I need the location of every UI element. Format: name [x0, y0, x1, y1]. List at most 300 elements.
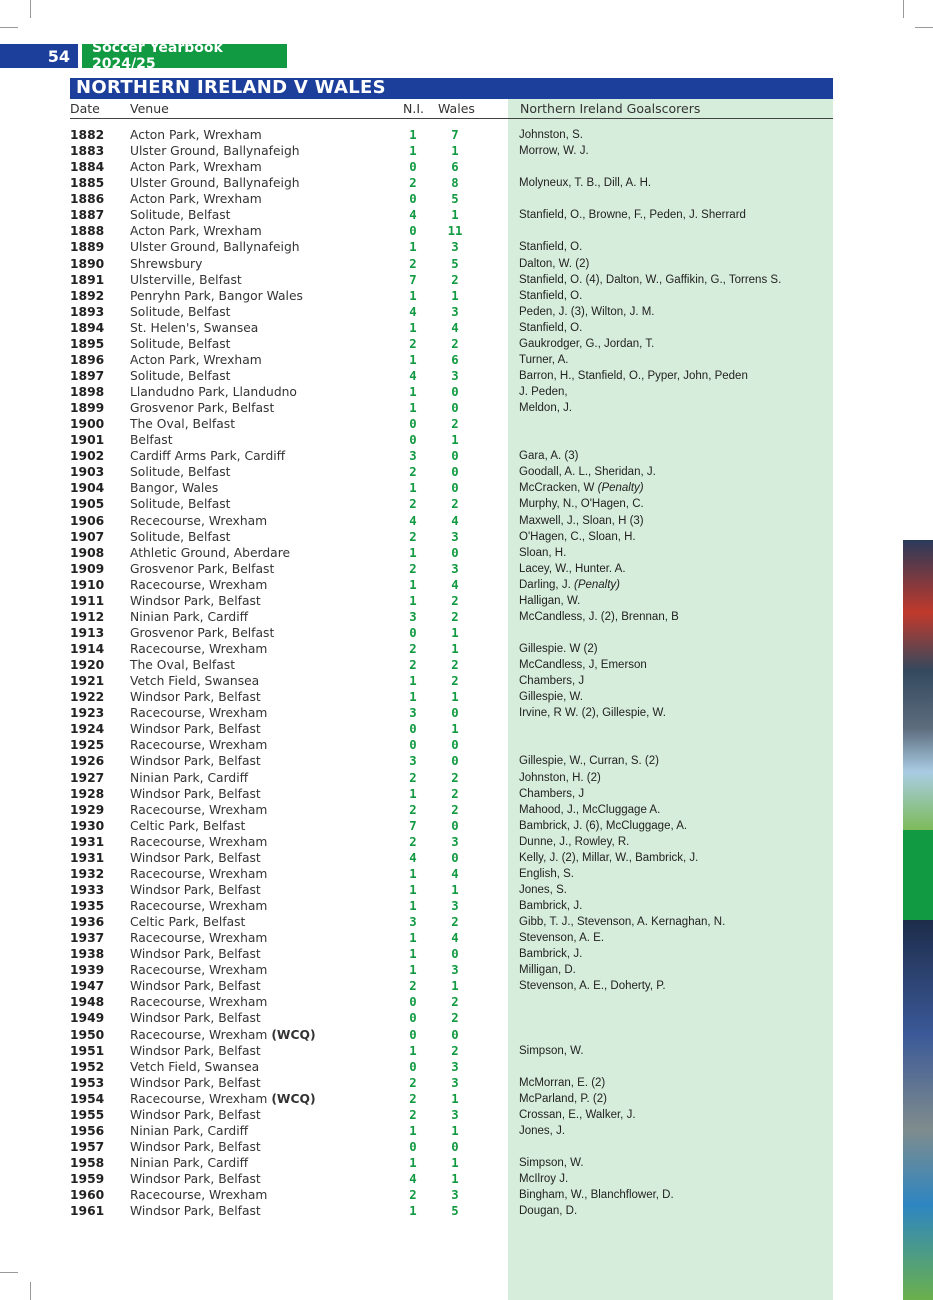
table-row — [0, 609, 933, 625]
match-venue-cell — [130, 1043, 261, 1059]
match-venue: Racecourse, Wrexham — [130, 866, 268, 881]
table-row — [0, 625, 933, 641]
match-venue: Acton Park, Wrexham — [130, 224, 262, 239]
wales-score: 7 — [451, 128, 459, 142]
crop-mark — [30, 1282, 31, 1300]
goalscorers: Bambrick, J. — [519, 948, 583, 961]
table-row — [0, 753, 933, 769]
table-row — [0, 464, 933, 480]
goalscorers: McParland, P. (2) — [519, 1092, 607, 1105]
wales-score: 6 — [451, 352, 459, 367]
goalscorers: Milligan, D. — [519, 964, 576, 977]
match-venue-cell — [130, 272, 242, 288]
wales-score: 1 — [451, 1172, 459, 1187]
match-venue: Windsor Park, Belfast — [130, 979, 261, 994]
goalscorers-cell — [519, 753, 659, 769]
wales-score: 2 — [451, 770, 459, 785]
goalscorers-cell — [519, 914, 725, 930]
match-year: 1926 — [70, 754, 105, 769]
ni-score: 3 — [409, 706, 417, 721]
table-row — [0, 545, 933, 561]
goalscorers-cell — [519, 786, 584, 802]
match-year: 1930 — [70, 818, 105, 833]
goalscorers: Stanfield, O. — [519, 321, 583, 334]
wales-score: 0 — [451, 706, 459, 721]
match-venue: Ulster Ground, Ballynafeigh — [130, 144, 300, 159]
table-row — [0, 368, 933, 384]
ni-score: 0 — [409, 1059, 417, 1074]
ni-score: 4 — [409, 368, 417, 383]
table-row — [0, 1043, 933, 1059]
ni-score: 1 — [409, 144, 417, 159]
table-row — [0, 1027, 933, 1043]
match-venue: Ulster Ground, Ballynafeigh — [130, 176, 300, 191]
ni-score: 2 — [409, 561, 417, 576]
goalscorers: Gillespie, W. — [519, 691, 583, 704]
match-venue: Racecourse, Wrexham — [130, 834, 268, 849]
match-year: 1909 — [70, 561, 105, 576]
match-venue: The Oval, Belfast — [130, 658, 236, 673]
table-row — [0, 1123, 933, 1139]
ni-score: 2 — [409, 1091, 417, 1106]
ni-score: 1 — [409, 963, 417, 978]
ni-score: 2 — [409, 529, 417, 544]
ni-score: 0 — [409, 1011, 417, 1026]
match-venue-cell — [130, 946, 261, 962]
match-venue: Ulster Ground, Ballynafeigh — [130, 240, 300, 255]
match-year: 1921 — [70, 674, 105, 689]
goalscorers-cell — [519, 272, 781, 288]
match-venue-cell — [130, 978, 261, 994]
wales-score: 3 — [451, 529, 459, 544]
ni-score: 0 — [409, 625, 417, 640]
wales-score: 2 — [451, 1011, 459, 1026]
ni-score: 1 — [409, 401, 417, 416]
ni-score: 3 — [409, 915, 417, 930]
match-venue: Belfast — [130, 433, 173, 448]
goalscorers-cell — [519, 336, 654, 352]
goalscorers-cell — [519, 400, 572, 416]
match-venue: Ninian Park, Cardiff — [130, 1123, 249, 1138]
match-venue-cell — [130, 320, 258, 336]
goalscorers-cell — [519, 1171, 568, 1187]
match-venue-cell — [130, 1139, 261, 1155]
goalscorers-cell — [519, 577, 620, 593]
table-row — [0, 529, 933, 545]
match-venue: Grosvenor Park, Belfast — [130, 401, 275, 416]
match-venue: Racecourse, Wrexham — [130, 577, 268, 592]
table-row — [0, 239, 933, 255]
table-row — [0, 1203, 933, 1219]
match-venue: Racecourse, Wrexham — [130, 1027, 268, 1042]
match-venue-cell — [130, 175, 300, 191]
match-venue-cell — [130, 545, 290, 561]
crop-mark — [30, 0, 31, 18]
wales-score: 0 — [451, 465, 459, 480]
match-year: 1929 — [70, 802, 105, 817]
wales-score: 2 — [451, 915, 459, 930]
goalscorers: Stevenson, A. E. — [519, 932, 605, 945]
wales-score: 4 — [451, 931, 459, 946]
table-row — [0, 834, 933, 850]
match-venue-cell — [130, 577, 267, 593]
ni-score: 2 — [409, 979, 417, 994]
match-venue-cell — [130, 689, 261, 705]
match-year: 1961 — [70, 1204, 105, 1219]
match-venue: Acton Park, Wrexham — [130, 160, 262, 175]
goalscorers: McCracken, W — [519, 482, 595, 495]
match-venue: Racecourse, Wrexham — [130, 642, 268, 656]
goalscorers-cell — [519, 368, 748, 384]
match-venue-cell — [130, 786, 261, 802]
goalscorers-cell — [519, 545, 566, 561]
ni-score: 2 — [409, 658, 417, 673]
match-venue-cell — [130, 641, 267, 657]
match-venue: Windsor Park, Belfast — [130, 1107, 261, 1122]
table-row — [0, 1059, 933, 1075]
match-venue: Racecourse, Wrexham — [130, 963, 268, 978]
match-year: 1890 — [70, 256, 105, 271]
wales-score: 0 — [451, 449, 459, 464]
table-row — [0, 930, 933, 946]
goalscorers: Darling, J. — [519, 578, 571, 591]
goalscorers-cell — [519, 288, 582, 304]
ni-score: 0 — [409, 1027, 417, 1042]
wales-score: 3 — [451, 834, 459, 849]
goalscorers-cell — [519, 1123, 565, 1139]
goalscorers-cell — [519, 1075, 605, 1091]
wales-score: 3 — [451, 240, 459, 255]
table-row — [0, 480, 933, 496]
goalscorers-cell — [519, 882, 567, 898]
match-venue-cell — [130, 1075, 261, 1091]
match-year: 1958 — [70, 1156, 105, 1170]
goalscorers: Gillespie. W (2) — [519, 643, 598, 655]
wales-score: 8 — [451, 176, 459, 191]
match-venue: Cardiff Arms Park, Cardiff — [130, 449, 286, 464]
ni-score: 1 — [409, 931, 417, 946]
match-year: 1906 — [70, 513, 105, 528]
ni-score: 1 — [409, 899, 417, 913]
goalscorers: McCandless, J, Emerson — [519, 659, 647, 672]
match-year: 1938 — [70, 947, 105, 962]
wales-score: 6 — [451, 160, 459, 175]
crop-mark — [903, 0, 904, 18]
match-year: 1933 — [70, 882, 105, 897]
wales-score: 1 — [451, 208, 459, 223]
match-year: 1953 — [70, 1075, 105, 1090]
table-row — [0, 673, 933, 689]
wales-score: 2 — [451, 1043, 459, 1058]
match-venue-cell — [130, 352, 262, 368]
wales-score: 2 — [451, 497, 459, 512]
match-year: 1950 — [70, 1027, 105, 1042]
goalscorers-cell — [519, 978, 666, 994]
match-venue-cell — [130, 448, 285, 464]
wales-score: 3 — [451, 561, 459, 576]
wales-score: 3 — [451, 368, 459, 383]
match-venue-cell — [130, 513, 267, 529]
goalscorers: Crossan, E., Walker, J. — [519, 1108, 636, 1121]
match-venue-cell — [130, 480, 218, 496]
goalscorers: Bingham, W., Blanchflower, D. — [519, 1189, 674, 1202]
table-row — [0, 994, 933, 1010]
table-row — [0, 513, 933, 529]
match-venue-cell — [130, 239, 300, 255]
match-venue-cell — [130, 529, 230, 545]
match-venue-cell — [130, 256, 202, 272]
ni-score: 1 — [409, 288, 417, 303]
table-row — [0, 705, 933, 721]
match-venue: Vetch Field, Swansea — [130, 674, 260, 689]
table-row — [0, 1010, 933, 1026]
match-venue: Racecourse, Wrexham — [130, 931, 268, 946]
match-venue: Racecourse, Wrexham — [130, 1188, 268, 1203]
ni-score: 0 — [409, 738, 417, 753]
table-row — [0, 288, 933, 304]
ni-score: 4 — [409, 513, 417, 528]
column-header-venue: Venue — [130, 101, 169, 116]
match-venue-cell — [130, 416, 235, 432]
match-venue: Racecourse, Wrexham — [130, 1091, 268, 1106]
crop-mark — [0, 1272, 18, 1273]
wales-score: 1 — [451, 1156, 459, 1170]
match-venue-cell — [130, 191, 262, 207]
goalscorers-cell — [519, 818, 687, 834]
goalscorers: Simpson, W. — [519, 1157, 584, 1169]
match-year: 1894 — [70, 320, 105, 335]
match-year: 1887 — [70, 208, 105, 223]
match-venue-cell — [130, 930, 267, 946]
match-venue: Windsor Park, Belfast — [130, 722, 261, 737]
match-year: 1924 — [70, 722, 105, 737]
wales-score: 4 — [451, 866, 459, 881]
table-row — [0, 191, 933, 207]
wales-score: 0 — [451, 850, 459, 865]
photo-strip — [903, 540, 933, 830]
goalscorers: McMorran, E. (2) — [519, 1076, 606, 1089]
match-venue-cell — [130, 464, 230, 480]
match-venue-cell — [130, 159, 262, 175]
wales-score: 1 — [451, 1091, 459, 1106]
wales-score: 2 — [451, 272, 459, 287]
match-year: 1904 — [70, 481, 105, 496]
goalscorers-cell — [519, 256, 589, 272]
match-venue: Ninian Park, Cardiff — [130, 1156, 249, 1170]
wales-score: 1 — [451, 625, 459, 640]
match-venue: Racecourse, Wrexham — [130, 995, 268, 1010]
match-year: 1884 — [70, 160, 105, 175]
table-row — [0, 448, 933, 464]
match-venue-cell — [130, 143, 300, 159]
table-row — [0, 914, 933, 930]
match-year: 1891 — [70, 272, 105, 287]
match-venue-cell — [130, 625, 274, 641]
table-row — [0, 1139, 933, 1155]
match-venue-cell — [130, 496, 230, 512]
table-row — [0, 641, 933, 657]
match-venue-cell — [130, 384, 297, 400]
goalscorers: Stanfield, O., Browne, F., Peden, J. Sherrard — [519, 209, 746, 222]
match-venue-cell — [130, 1203, 261, 1219]
goalscorers: Stanfield, O. — [519, 241, 583, 254]
match-year: 1886 — [70, 192, 105, 207]
goalscorers: Barron, H., Stanfield, O., Pyper, John, Peden — [519, 369, 748, 382]
match-venue-cell — [130, 753, 261, 769]
ni-score: 7 — [409, 818, 417, 833]
goalscorers-cell — [519, 239, 582, 255]
table-row — [0, 127, 933, 143]
match-venue-cell — [130, 737, 267, 753]
goalscorers-cell — [519, 866, 574, 882]
wales-score: 3 — [451, 1075, 459, 1090]
goalscorers: O'Hagen, C., Sloan, H. — [519, 530, 636, 543]
match-venue: Ulsterville, Belfast — [130, 272, 242, 287]
ni-score: 1 — [409, 577, 417, 592]
match-venue-cell — [130, 1107, 261, 1123]
match-venue-cell — [130, 223, 262, 239]
wales-score: 1 — [451, 882, 459, 897]
match-venue: Windsor Park, Belfast — [130, 1075, 261, 1090]
match-venue-cell — [130, 593, 261, 609]
match-venue: Grosvenor Park, Belfast — [130, 625, 275, 640]
page-number: 54 — [0, 44, 78, 68]
table-row — [0, 802, 933, 818]
wales-score: 0 — [451, 545, 459, 560]
match-venue: Windsor Park, Belfast — [130, 1043, 261, 1058]
ni-score: 2 — [409, 256, 417, 271]
match-year: 1923 — [70, 706, 105, 721]
section-title: NORTHERN IRELAND V WALES — [76, 77, 386, 98]
match-year: 1925 — [70, 738, 105, 753]
match-year: 1951 — [70, 1043, 105, 1058]
table-row — [0, 272, 933, 288]
ni-score: 2 — [409, 1188, 417, 1203]
table-row — [0, 1171, 933, 1187]
column-header-scorers: Northern Ireland Goalscorers — [520, 101, 701, 116]
table-row — [0, 689, 933, 705]
goalscorers-cell — [519, 175, 651, 191]
match-year: 1949 — [70, 1011, 105, 1026]
table-row — [0, 946, 933, 962]
ni-score: 2 — [409, 802, 417, 817]
photo-strip — [903, 920, 933, 1300]
goalscorers-cell — [519, 1203, 577, 1219]
table-row — [0, 336, 933, 352]
match-venue: Solitude, Belfast — [130, 465, 231, 480]
match-year: 1912 — [70, 609, 105, 624]
goalscorers: Sloan, H. — [519, 546, 567, 559]
ni-score: 1 — [409, 128, 417, 142]
wales-score: 0 — [451, 818, 459, 833]
goalscorers: Murphy, N., O'Hagen, C. — [519, 498, 644, 511]
wales-score: 0 — [451, 401, 459, 416]
match-year: 1931 — [70, 850, 105, 865]
wales-score: 2 — [451, 417, 459, 432]
match-venue: Llandudno Park, Llandudno — [130, 385, 297, 399]
wales-score: 5 — [451, 1204, 459, 1219]
goalscorers: Dalton, W. (2) — [519, 257, 590, 270]
goalscorers: Dunne, J., Rowley, R. — [519, 835, 630, 848]
match-year: 1896 — [70, 352, 105, 367]
match-year: 1892 — [70, 288, 105, 303]
penalty-note: (Penalty) — [597, 482, 644, 495]
ni-score: 0 — [409, 417, 417, 432]
wales-score: 0 — [451, 738, 459, 753]
goalscorers: Meldon, J. — [519, 402, 573, 415]
wales-score: 2 — [451, 995, 459, 1010]
ni-score: 0 — [409, 224, 417, 239]
match-venue-cell — [130, 705, 267, 721]
goalscorers: Mahood, J., McCluggage A. — [519, 803, 661, 816]
match-venue-cell — [130, 336, 230, 352]
match-year: 1882 — [70, 128, 105, 142]
wales-score: 3 — [451, 899, 459, 913]
table-row — [0, 962, 933, 978]
match-year: 1937 — [70, 931, 105, 946]
match-year: 1927 — [70, 770, 105, 785]
ni-score: 1 — [409, 674, 417, 689]
wales-score: 0 — [451, 754, 459, 769]
ni-score: 4 — [409, 850, 417, 865]
goalscorers: Kelly, J. (2), Millar, W., Bambrick, J. — [519, 851, 699, 864]
wales-score: 0 — [451, 1139, 459, 1154]
goalscorers-cell — [519, 1187, 674, 1203]
match-venue-cell — [130, 207, 230, 223]
goalscorers: Johnston, S. — [519, 129, 583, 141]
goalscorers-cell — [519, 962, 576, 978]
match-venue: Solitude, Belfast — [130, 336, 231, 351]
match-venue-cell — [130, 850, 261, 866]
goalscorers: Stevenson, A. E., Doherty, P. — [519, 980, 666, 993]
match-year: 1913 — [70, 625, 105, 640]
match-venue: Shrewsbury — [130, 256, 203, 271]
match-year: 1952 — [70, 1059, 105, 1074]
wales-score: 2 — [451, 786, 459, 801]
table-row — [0, 786, 933, 802]
ni-score: 0 — [409, 722, 417, 737]
ni-score: 1 — [409, 882, 417, 897]
match-venue-cell — [130, 962, 267, 978]
table-row — [0, 593, 933, 609]
ni-score: 1 — [409, 1204, 417, 1219]
ni-score: 0 — [409, 433, 417, 448]
match-venue: Windsor Park, Belfast — [130, 593, 261, 608]
match-venue-cell — [130, 1187, 267, 1203]
match-venue: Celtic Park, Belfast — [130, 818, 246, 833]
wales-score: 1 — [451, 288, 459, 303]
table-row — [0, 352, 933, 368]
match-year: 1889 — [70, 240, 105, 255]
match-venue: Celtic Park, Belfast — [130, 915, 246, 930]
goalscorers-cell — [519, 496, 644, 512]
goalscorers-cell — [519, 657, 647, 673]
match-venue: Solitude, Belfast — [130, 208, 231, 223]
match-year: 1905 — [70, 497, 105, 512]
match-venue-cell — [130, 866, 267, 882]
table-row — [0, 1075, 933, 1091]
match-year: 1911 — [70, 593, 105, 608]
ni-score: 2 — [409, 465, 417, 480]
goalscorers-cell — [519, 1043, 584, 1059]
table-row — [0, 416, 933, 432]
goalscorers-cell — [519, 593, 580, 609]
goalscorers: Bambrick, J. (6), McCluggage, A. — [519, 819, 688, 832]
match-venue-cell — [130, 609, 248, 625]
match-venue-cell — [130, 368, 230, 384]
ni-score: 1 — [409, 947, 417, 962]
match-year: 1908 — [70, 545, 105, 560]
